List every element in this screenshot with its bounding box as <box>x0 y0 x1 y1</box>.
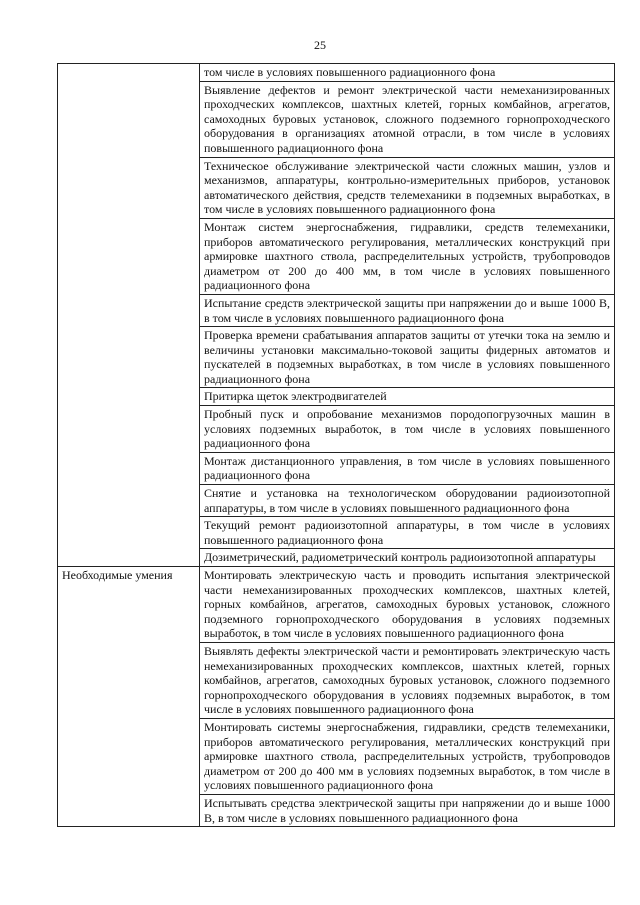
table-cell: Дозиметрический, радиометрический контроль радиоизотопной аппаратуры <box>200 549 615 567</box>
table-cell: том числе в условиях повышенного радиационного фона <box>200 64 615 82</box>
table-cell: Монтировать электрическую часть и проводить испытания электрической части немеханизированных проходческих комплексов, шахтных клетей, горных комбайнов, агрегатов, самоходных буровых установок, сложного подземного горнопроходческого оборудования в условиях подземных выработок, в том числе в условиях повышенного радиационного фона <box>200 567 615 643</box>
table-cell: Текущий ремонт радиоизотопной аппаратуры, в том числе в условиях повышенного радиационного фона <box>200 517 615 549</box>
table-cell: Монтаж систем энергоснабжения, гидравлики, средств телемеханики, приборов автоматического регулирования, металлических конструкций при армировке шахтного ствола, распределительных устройств, трубопроводов диаметром от 200 до 400 мм, в том числе в условиях повышенного радиационного фона <box>200 218 615 294</box>
table-row <box>58 64 615 82</box>
requirements-table <box>57 63 615 827</box>
page-number: 25 <box>314 38 326 52</box>
table-cell: Монтировать системы энергоснабжения, гидравлики, средств телемеханики, приборов автоматического регулирования, металлических конструкций при армировке шахтного ствола, распределительных устройств, трубопроводов диаметром от 200 до 400 мм в условиях подземных выработок, в том числе в условиях повышенного радиационного фона <box>200 718 615 794</box>
table-cell: Снятие и установка на технологическом оборудовании радиоизотопной аппаратуры, в том числе в условиях повышенного радиационного фона <box>200 485 615 517</box>
label-cell-empty <box>58 64 200 567</box>
table-cell: Выявлять дефекты электрической части и ремонтировать электрическую часть немеханизированных проходческих комплексов, шахтных клетей, горных комбайнов, агрегатов, самоходных буровых установок, сложного подземного горнопроходческого оборудования в условиях подземных выработок, в том числе в условиях повышенного радиационного фона <box>200 642 615 718</box>
skills-label: Необходимые умения <box>58 567 200 827</box>
table-cell: Пробный пуск и опробование механизмов породопогрузочных машин в условиях подземных выработок, в том числе в условиях повышенного радиационного фона <box>200 406 615 453</box>
table-cell: Техническое обслуживание электрической части сложных машин, узлов и механизмов, аппаратуры, контрольно-измерительных приборов, установок автоматического действия, средств телемеханики в подземных выработках, в том числе в условиях повышенного радиационного фона <box>200 157 615 218</box>
table-cell: Выявление дефектов и ремонт электрической части немеханизированных проходческих комплексов, шахтных клетей, горных комбайнов, агрегатов, самоходных буровых установок, сложного подземного горнопроходческого оборудования в организациях атомной отрасли, в том числе в условиях повышенного радиационного фона <box>200 81 615 157</box>
table-cell: Притирка щеток электродвигателей <box>200 388 615 406</box>
table-cell: Испытывать средства электрической защиты при напряжении до и выше 1000 В, в том числе в условиях повышенного радиационного фона <box>200 794 615 826</box>
table-cell: Проверка времени срабатывания аппаратов защиты от утечки тока на землю и величины установки максимально-токовой защиты фидерных автоматов и пускателей в подземных выработках, в том числе в условиях повышенного радиационного фона <box>200 327 615 388</box>
table-row <box>58 567 615 643</box>
table-cell: Монтаж дистанционного управления, в том числе в условиях повышенного радиационного фона <box>200 452 615 484</box>
table-cell: Испытание средств электрической защиты при напряжении до и выше 1000 В, в том числе в условиях повышенного радиационного фона <box>200 294 615 326</box>
